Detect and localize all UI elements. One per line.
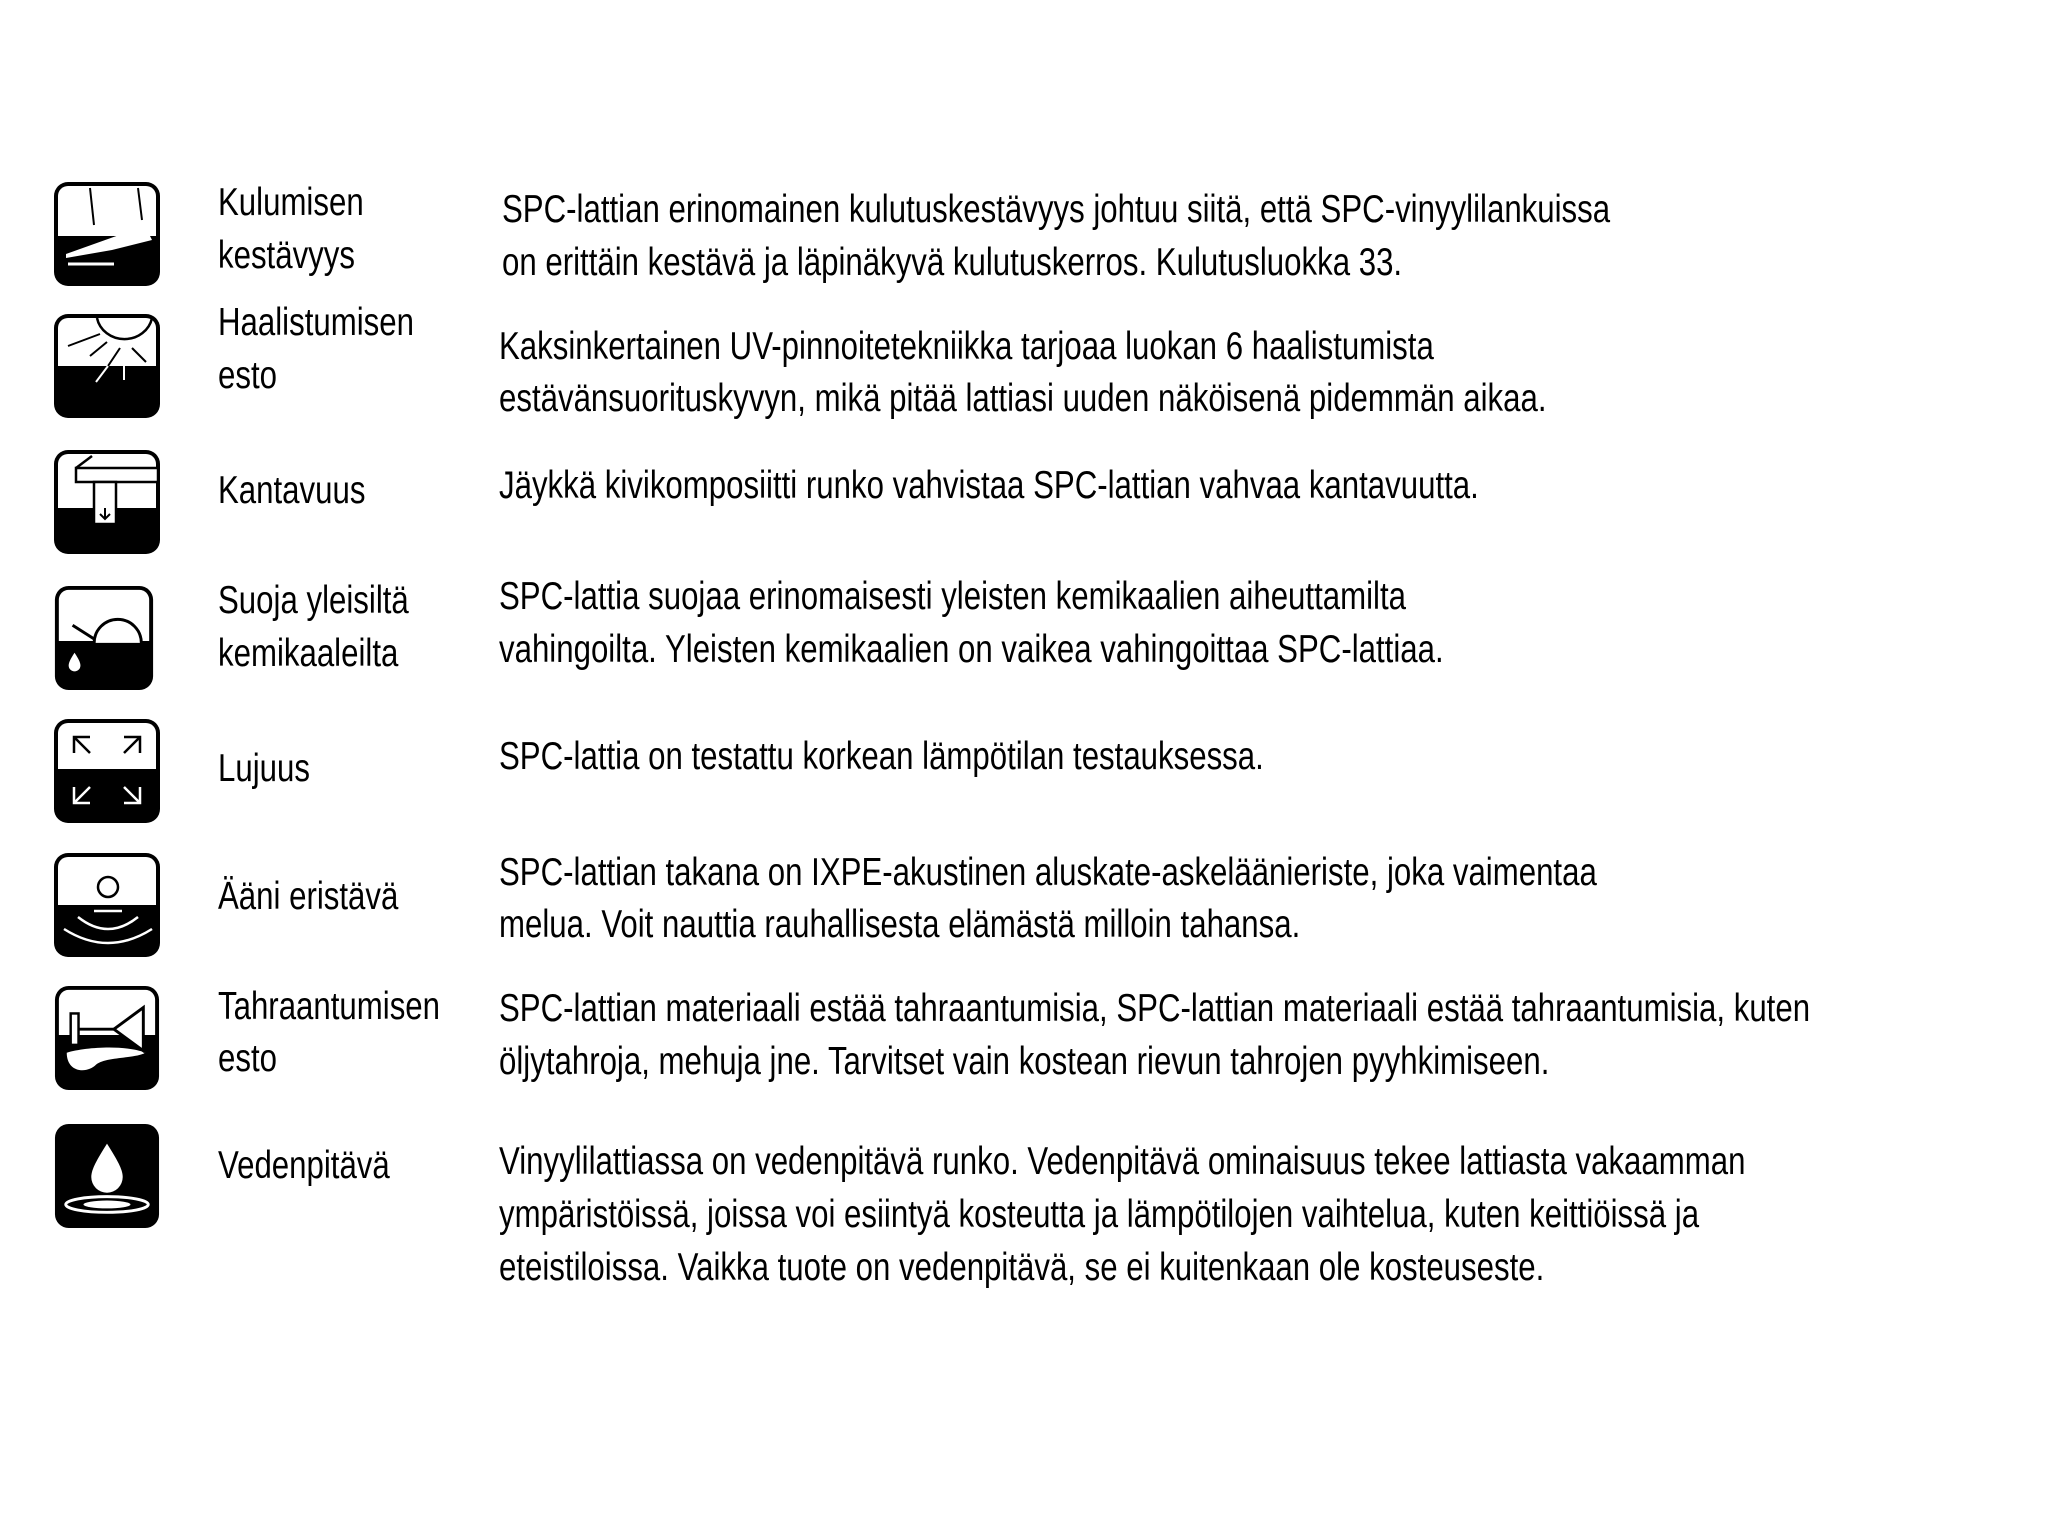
- feature-description: SPC-lattia suojaa erinomaisesti yleisten kemikaalien aiheuttamilta: [499, 575, 1406, 618]
- feature-label: Vedenpitävä: [218, 1144, 390, 1187]
- chemical-flask-icon: [52, 584, 156, 692]
- feature-description: Kaksinkertainen UV-pinnoitetekniikka tarjoaa luokan 6 haalistumista: [499, 325, 1434, 368]
- feature-label: kemikaaleilta: [218, 632, 399, 675]
- feature-description: vahingoilta. Yleisten kemikaalien on vaikea vahingoittaa SPC-lattiaa.: [499, 628, 1444, 671]
- feature-description: öljytahroja, mehuja jne. Tarvitset vain kostean rievun tahrojen pyyhkimiseen.: [499, 1040, 1550, 1083]
- feature-description: eteistiloissa. Vaikka tuote on vedenpitävä, se ei kuitenkaan ole kosteuseste.: [499, 1246, 1545, 1289]
- feature-description: SPC-lattian materiaali estää tahraantumisia, SPC-lattian materiaali estää tahraantumisia, kuten: [499, 987, 1811, 1030]
- feature-description: SPC-lattian erinomainen kulutuskestävyys johtuu siitä, että SPC-vinyylilankuissa: [502, 188, 1611, 231]
- feature-label: Kulumisen: [218, 181, 364, 224]
- feature-label: Lujuus: [218, 747, 310, 790]
- spilled-glass-icon: [52, 984, 162, 1092]
- feature-label: kestävyys: [218, 234, 355, 277]
- feature-label: esto: [218, 1037, 277, 1080]
- feature-label: Kantavuus: [218, 469, 366, 512]
- feature-description: estävänsuorituskyvyn, mikä pitää lattiasi uuden näköisenä pidemmän aikaa.: [499, 377, 1547, 420]
- feature-description: SPC-lattian takana on IXPE-akustinen aluskate-askeläänieriste, joka vaimentaa: [499, 851, 1597, 894]
- feature-label: esto: [218, 354, 277, 397]
- feature-description: SPC-lattia on testattu korkean lämpötilan testauksessa.: [499, 735, 1264, 778]
- feature-description: melua. Voit nauttia rauhallisesta elämästä milloin tahansa.: [499, 903, 1301, 946]
- load-bearing-icon: [52, 448, 162, 556]
- feature-label: Suoja yleisiltä: [218, 579, 409, 622]
- feature-description: Vinyylilattiassa on vedenpitävä runko. Vedenpitävä ominaisuus tekee lattiasta vakaamman: [499, 1140, 1746, 1183]
- feature-label: Tahraantumisen: [218, 985, 440, 1028]
- feature-description: Jäykkä kivikomposiitti runko vahvistaa SPC-lattian vahvaa kantavuutta.: [499, 464, 1479, 507]
- shoe-wear-icon: [52, 180, 162, 288]
- feature-description: ympäristöissä, joissa voi esiintyä kosteutta ja lämpötilojen vaihtelua, kuten keittiöissä ja: [499, 1193, 1700, 1236]
- expand-arrows-icon: [52, 717, 162, 825]
- water-drop-icon: [52, 1122, 162, 1230]
- feature-label: Haalistumisen: [218, 301, 414, 344]
- sound-waves-icon: [52, 851, 162, 959]
- sun-fade-icon: [52, 312, 162, 420]
- feature-description: on erittäin kestävä ja läpinäkyvä kulutuskerros. Kulutusluokka 33.: [502, 241, 1403, 284]
- feature-label: Ääni eristävä: [218, 875, 399, 918]
